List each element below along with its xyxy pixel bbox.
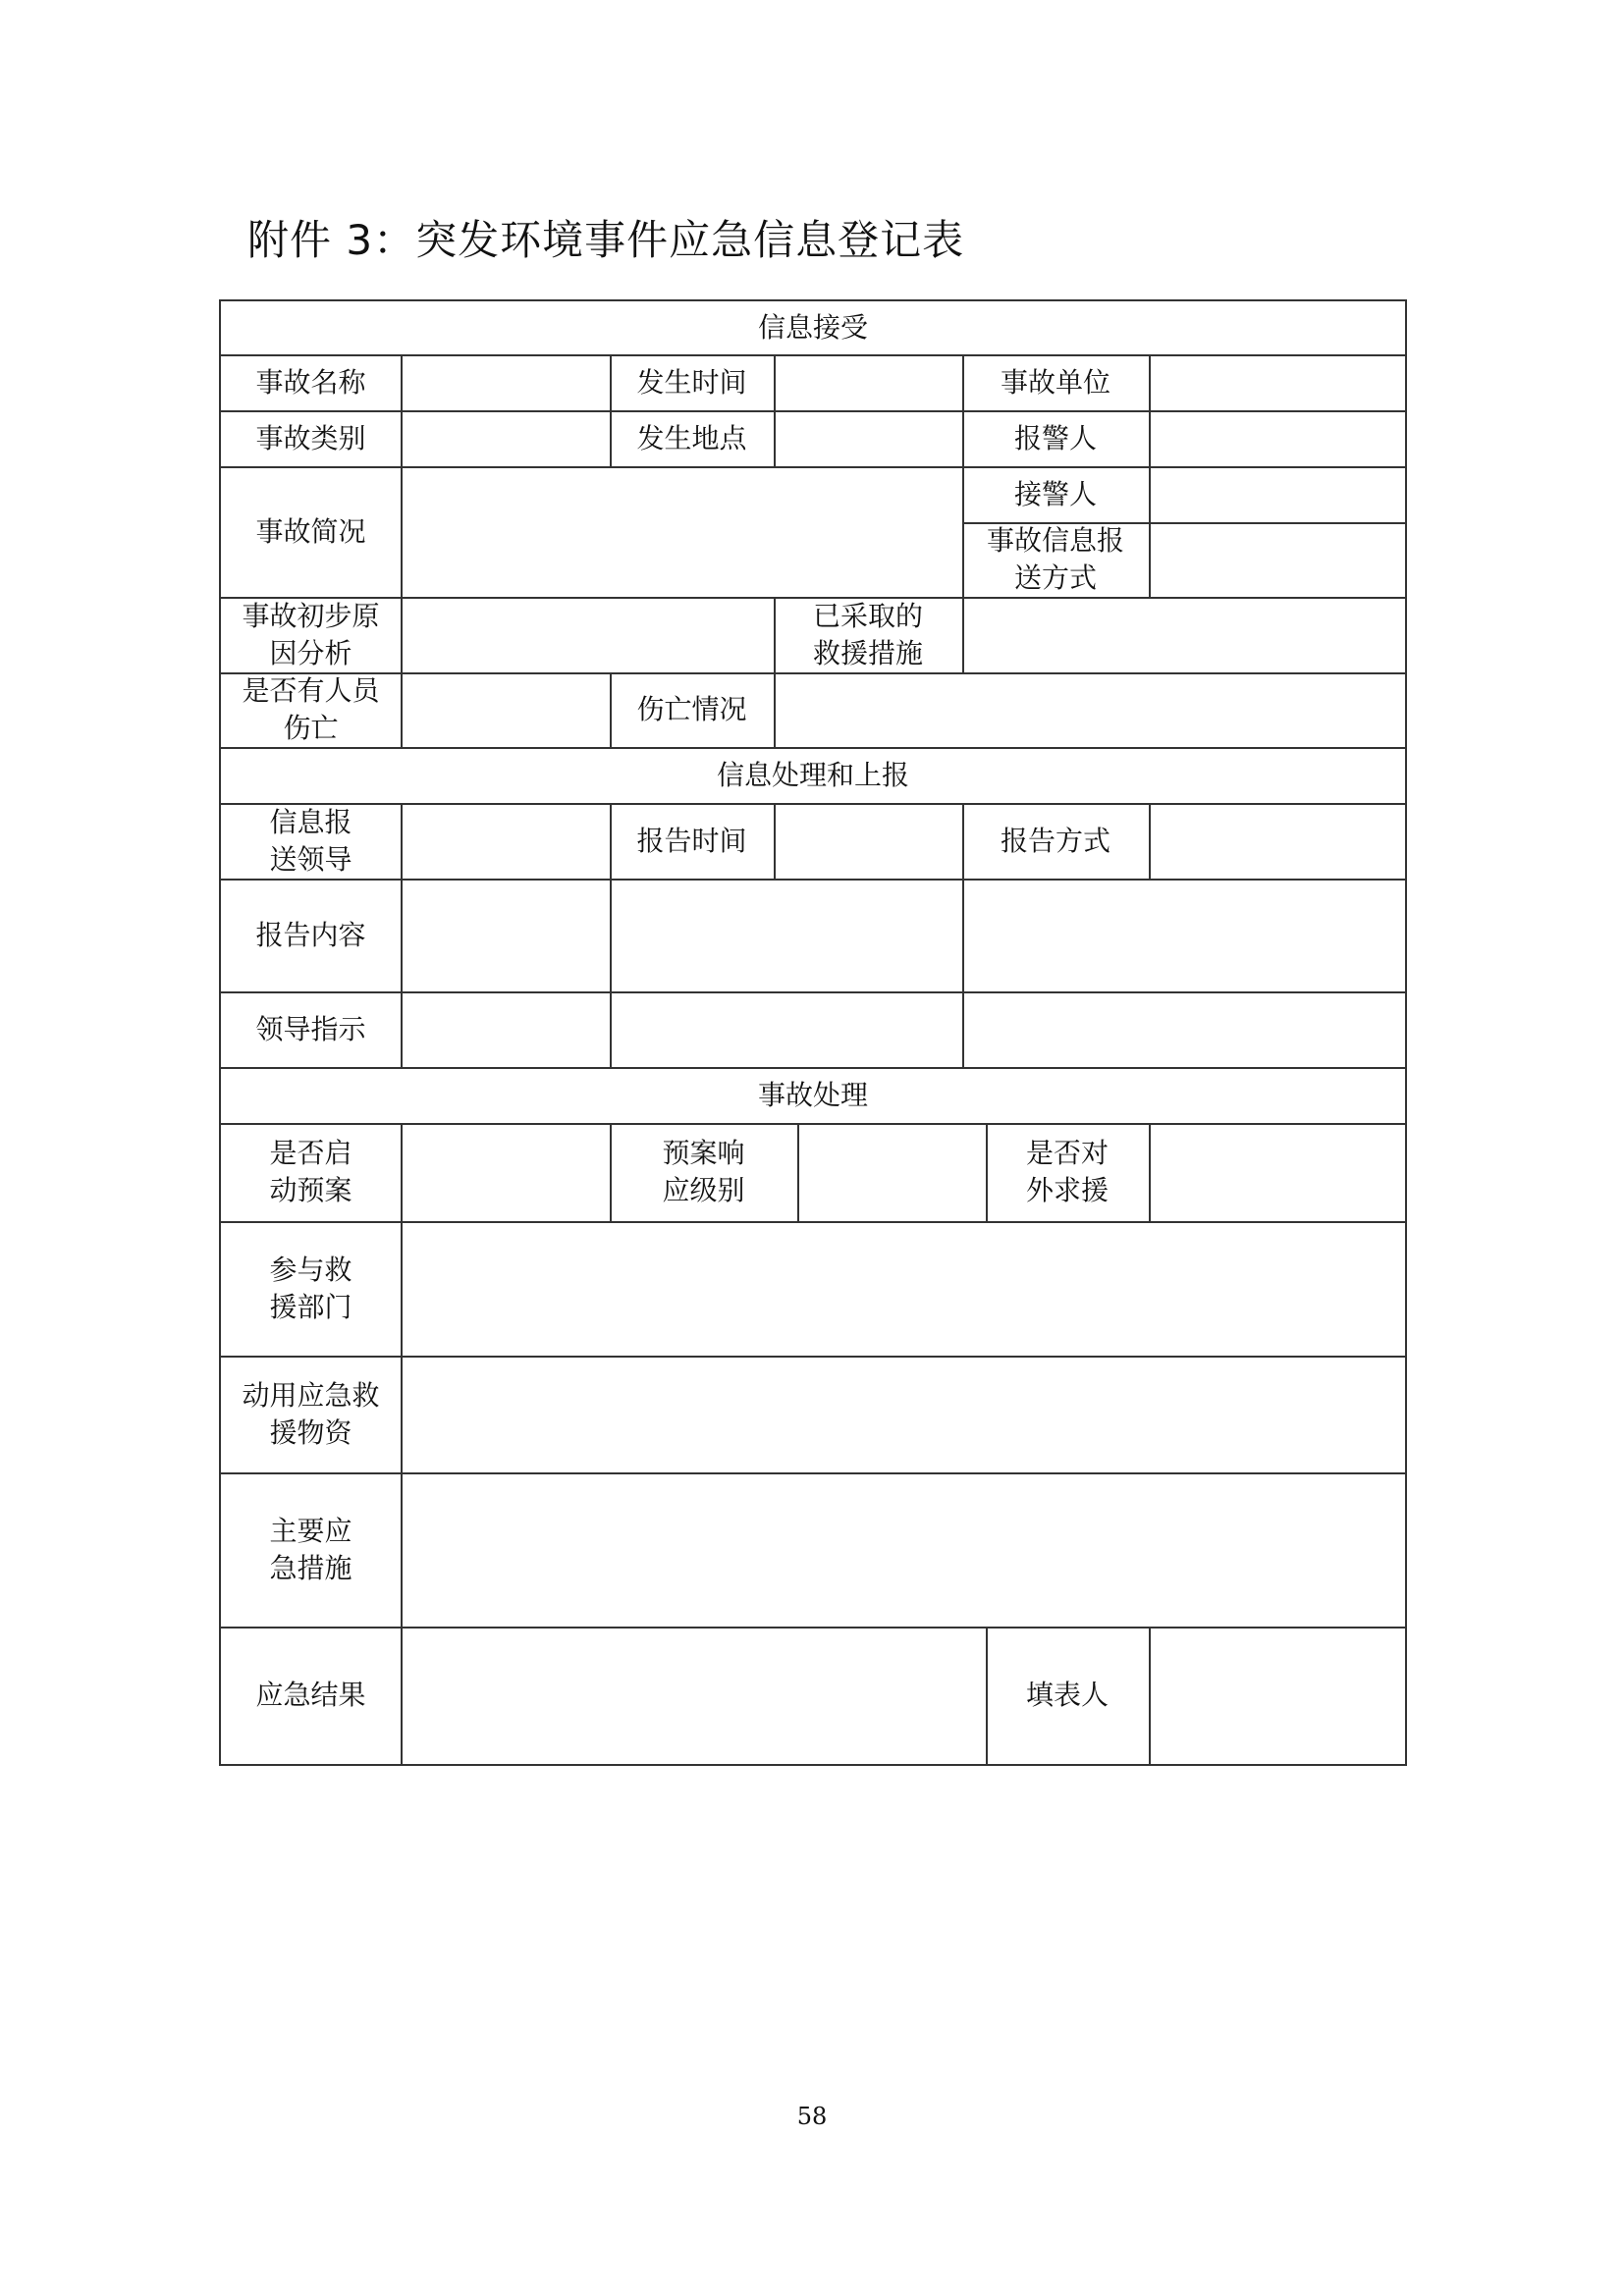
label-casualties-flag: 是否有人员 伤亡 [242,674,380,744]
preliminary-cause-field[interactable] [403,599,774,672]
result-field[interactable] [403,1629,986,1764]
leader-instruction-field-2[interactable] [612,993,962,1067]
label-accident-summary: 事故简况 [255,514,366,548]
label-preliminary-cause: 事故初步原 因分析 [242,599,380,669]
label-filler: 填表人 [1025,1679,1109,1711]
label-result: 应急结果 [255,1679,366,1711]
casualties-flag-field[interactable] [403,674,610,747]
label-plan-activated: 是否启 动预案 [269,1137,352,1206]
rescue-departments-field[interactable] [403,1223,1405,1356]
report-method-field[interactable] [1151,805,1405,879]
report-leader-field[interactable] [403,805,610,879]
rescue-measures-field[interactable] [964,599,1405,672]
filler-field[interactable] [1151,1629,1405,1764]
page-number: 58 [796,2103,828,2130]
label-casualties-detail: 伤亡情况 [636,693,747,725]
section-header-process: 信息处理和上报 [716,758,909,791]
response-level-field[interactable] [799,1125,986,1221]
accident-unit-field[interactable] [1151,356,1405,410]
leader-instruction-field-3[interactable] [964,993,1405,1067]
label-main-measures: 主要应 急措施 [269,1514,352,1584]
label-report-method: 报告方式 [1000,824,1110,857]
external-help-field[interactable] [1151,1125,1405,1221]
report-content-field-2[interactable] [612,881,962,991]
label-accident-name: 事故名称 [255,365,366,399]
label-report-leader: 信息报 送领导 [269,805,352,876]
label-rescue-supplies: 动用应急救 援物资 [242,1378,380,1449]
accident-type-field[interactable] [403,412,610,466]
leader-instruction-field-1[interactable] [403,993,610,1067]
occur-time-field[interactable] [776,356,962,410]
casualties-detail-field[interactable] [776,674,1405,747]
report-time-field[interactable] [776,805,962,879]
reporter-field[interactable] [1151,412,1405,466]
section-header-receive: 信息接受 [757,311,868,344]
accident-name-field[interactable] [403,356,610,410]
registration-form [219,299,1407,1766]
report-content-field-1[interactable] [403,881,610,991]
label-rescue-measures: 已采取的 救援措施 [812,599,923,669]
label-rescue-departments: 参与救 援部门 [269,1253,352,1323]
receiver-field[interactable] [1151,468,1405,522]
label-info-report-method: 事故信息报 送方式 [986,524,1124,594]
label-receiver: 接警人 [1013,477,1097,510]
section-header-handle: 事故处理 [757,1078,868,1111]
rescue-supplies-field[interactable] [403,1358,1405,1472]
label-occur-time: 发生时间 [636,365,747,399]
info-report-method-field[interactable] [1151,524,1405,597]
accident-summary-field[interactable] [403,468,962,597]
label-accident-unit: 事故单位 [1000,365,1110,399]
label-external-help: 是否对 外求援 [1025,1137,1109,1206]
label-accident-type: 事故类别 [255,421,366,454]
report-content-field-3[interactable] [964,881,1405,991]
main-measures-field[interactable] [403,1474,1405,1627]
label-reporter: 报警人 [1013,421,1097,454]
label-occur-place: 发生地点 [636,421,747,454]
label-report-content: 报告内容 [255,918,366,951]
label-response-level: 预案响 应级别 [662,1137,745,1206]
label-leader-instruction: 领导指示 [255,1012,366,1045]
document-title: 附件 3：突发环境事件应急信息登记表 [247,216,965,264]
label-report-time: 报告时间 [636,824,747,857]
plan-activated-field[interactable] [403,1125,610,1221]
occur-place-field[interactable] [776,412,962,466]
